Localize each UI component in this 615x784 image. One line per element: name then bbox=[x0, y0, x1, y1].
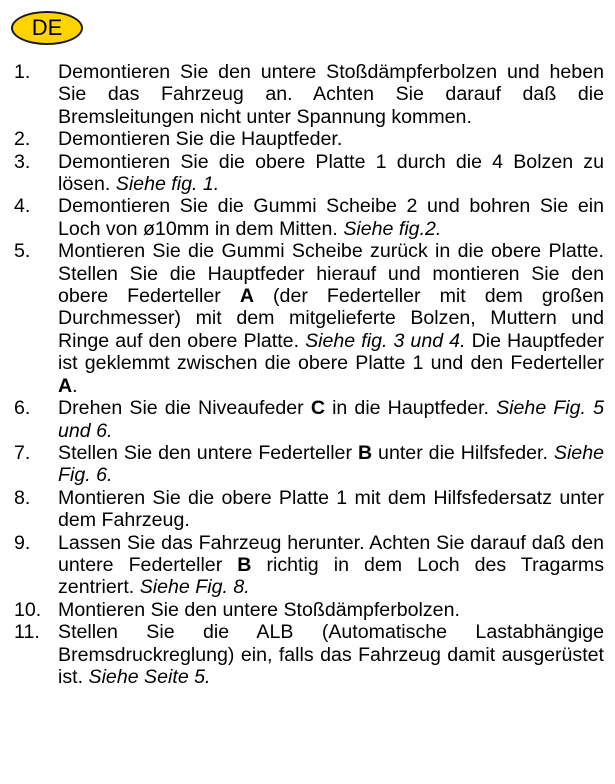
step-10 bbox=[0, 599, 604, 621]
step-number: 5. bbox=[14, 240, 31, 263]
instruction-list bbox=[0, 61, 604, 688]
figure-reference: Siehe fig. 1. bbox=[115, 173, 220, 196]
step-text: Drehen Sie die Niveaufeder bbox=[58, 397, 311, 420]
step-6 bbox=[0, 397, 604, 442]
step-text: Demontieren Sie den untere Stoßdämpferbolzen und heben Sie das Fahrzeug an. Achten Sie darauf daß die Bremsleitungen nicht unter Spannung kommen. bbox=[58, 61, 604, 128]
step-number: 10. bbox=[14, 598, 42, 621]
part-label: C bbox=[310, 397, 325, 420]
step-number: 4. bbox=[14, 195, 31, 218]
step-7 bbox=[0, 442, 604, 487]
step-number: 9. bbox=[14, 531, 31, 554]
figure-reference: Siehe fig.2. bbox=[343, 217, 442, 240]
step-text: unter die Hilfsfeder. bbox=[372, 441, 548, 464]
step-4 bbox=[0, 195, 604, 240]
figure-reference: Siehe Fig. 5 und 6. bbox=[58, 397, 604, 442]
step-text: in die Hauptfeder. bbox=[324, 397, 489, 420]
step-text: (der Federteller mit dem großen Durchmesser) mit dem mitgelieferte Bolzen, Muttern und Ringe auf den obere Platte. bbox=[58, 285, 604, 352]
step-number: 6. bbox=[14, 397, 31, 420]
step-5 bbox=[0, 240, 604, 397]
step-number: 3. bbox=[14, 150, 31, 173]
step-9 bbox=[0, 532, 604, 599]
step-number: 1. bbox=[14, 61, 31, 83]
figure-reference: Siehe Fig. 8. bbox=[139, 576, 250, 599]
step-number: 2. bbox=[14, 128, 31, 151]
step-8 bbox=[0, 487, 604, 532]
step-text: Die Hauptfeder ist geklemmt zwischen die obere Platte 1 und den Federteller bbox=[58, 329, 604, 375]
figure-reference: Siehe Seite 5. bbox=[88, 665, 211, 688]
step-2 bbox=[0, 128, 604, 150]
step-text: richtig in dem Loch des Tragarms zentriert. bbox=[58, 553, 604, 599]
step-text: Montieren Sie die obere Platte 1 mit dem Hilfsfedersatz unter dem Fahrzeug. bbox=[58, 486, 604, 532]
step-text: Montieren Sie die Gummi Scheibe zurück in die obere Platte. Stellen Sie die Hauptfeder hierauf und montieren Sie den obere Federteller bbox=[58, 240, 604, 308]
step-number: 11. bbox=[14, 621, 40, 644]
language-badge-label: DE bbox=[31, 15, 63, 40]
figure-reference: Siehe Fig. 6. bbox=[58, 441, 604, 487]
step-text: Stellen Sie den untere Federteller bbox=[58, 441, 358, 464]
figure-reference: Siehe fig. 3 und 4. bbox=[305, 329, 466, 352]
step-text: Demontieren Sie die Gummi Scheibe 2 und bohren Sie ein Loch von ø10mm in dem Mitten. bbox=[58, 195, 604, 240]
step-text: Demontieren Sie die obere Platte 1 durch die 4 Bolzen zu lösen. bbox=[58, 150, 604, 196]
part-label: B bbox=[237, 553, 252, 576]
part-label: A bbox=[58, 374, 73, 397]
step-1 bbox=[0, 61, 604, 128]
step-text: Demontieren Sie die Hauptfeder. bbox=[58, 128, 343, 151]
part-label: B bbox=[357, 441, 373, 464]
step-text: Montieren Sie den untere Stoßdämpferbolzen. bbox=[58, 598, 460, 621]
step-text: Lassen Sie das Fahrzeug herunter. Achten Sie darauf daß den untere Federteller bbox=[58, 531, 604, 576]
language-badge bbox=[11, 11, 83, 45]
step-11 bbox=[0, 621, 604, 688]
step-3 bbox=[0, 151, 604, 196]
step-number: 7. bbox=[14, 441, 31, 464]
step-number: 8. bbox=[14, 486, 31, 509]
step-text: Stellen Sie die ALB (Automatische Lastabhängige Bremsdruckreglung) ein, falls das Fahrzeug damit ausgerüstet ist. bbox=[58, 621, 604, 688]
step-text: . bbox=[72, 374, 78, 397]
part-label: A bbox=[239, 285, 254, 308]
